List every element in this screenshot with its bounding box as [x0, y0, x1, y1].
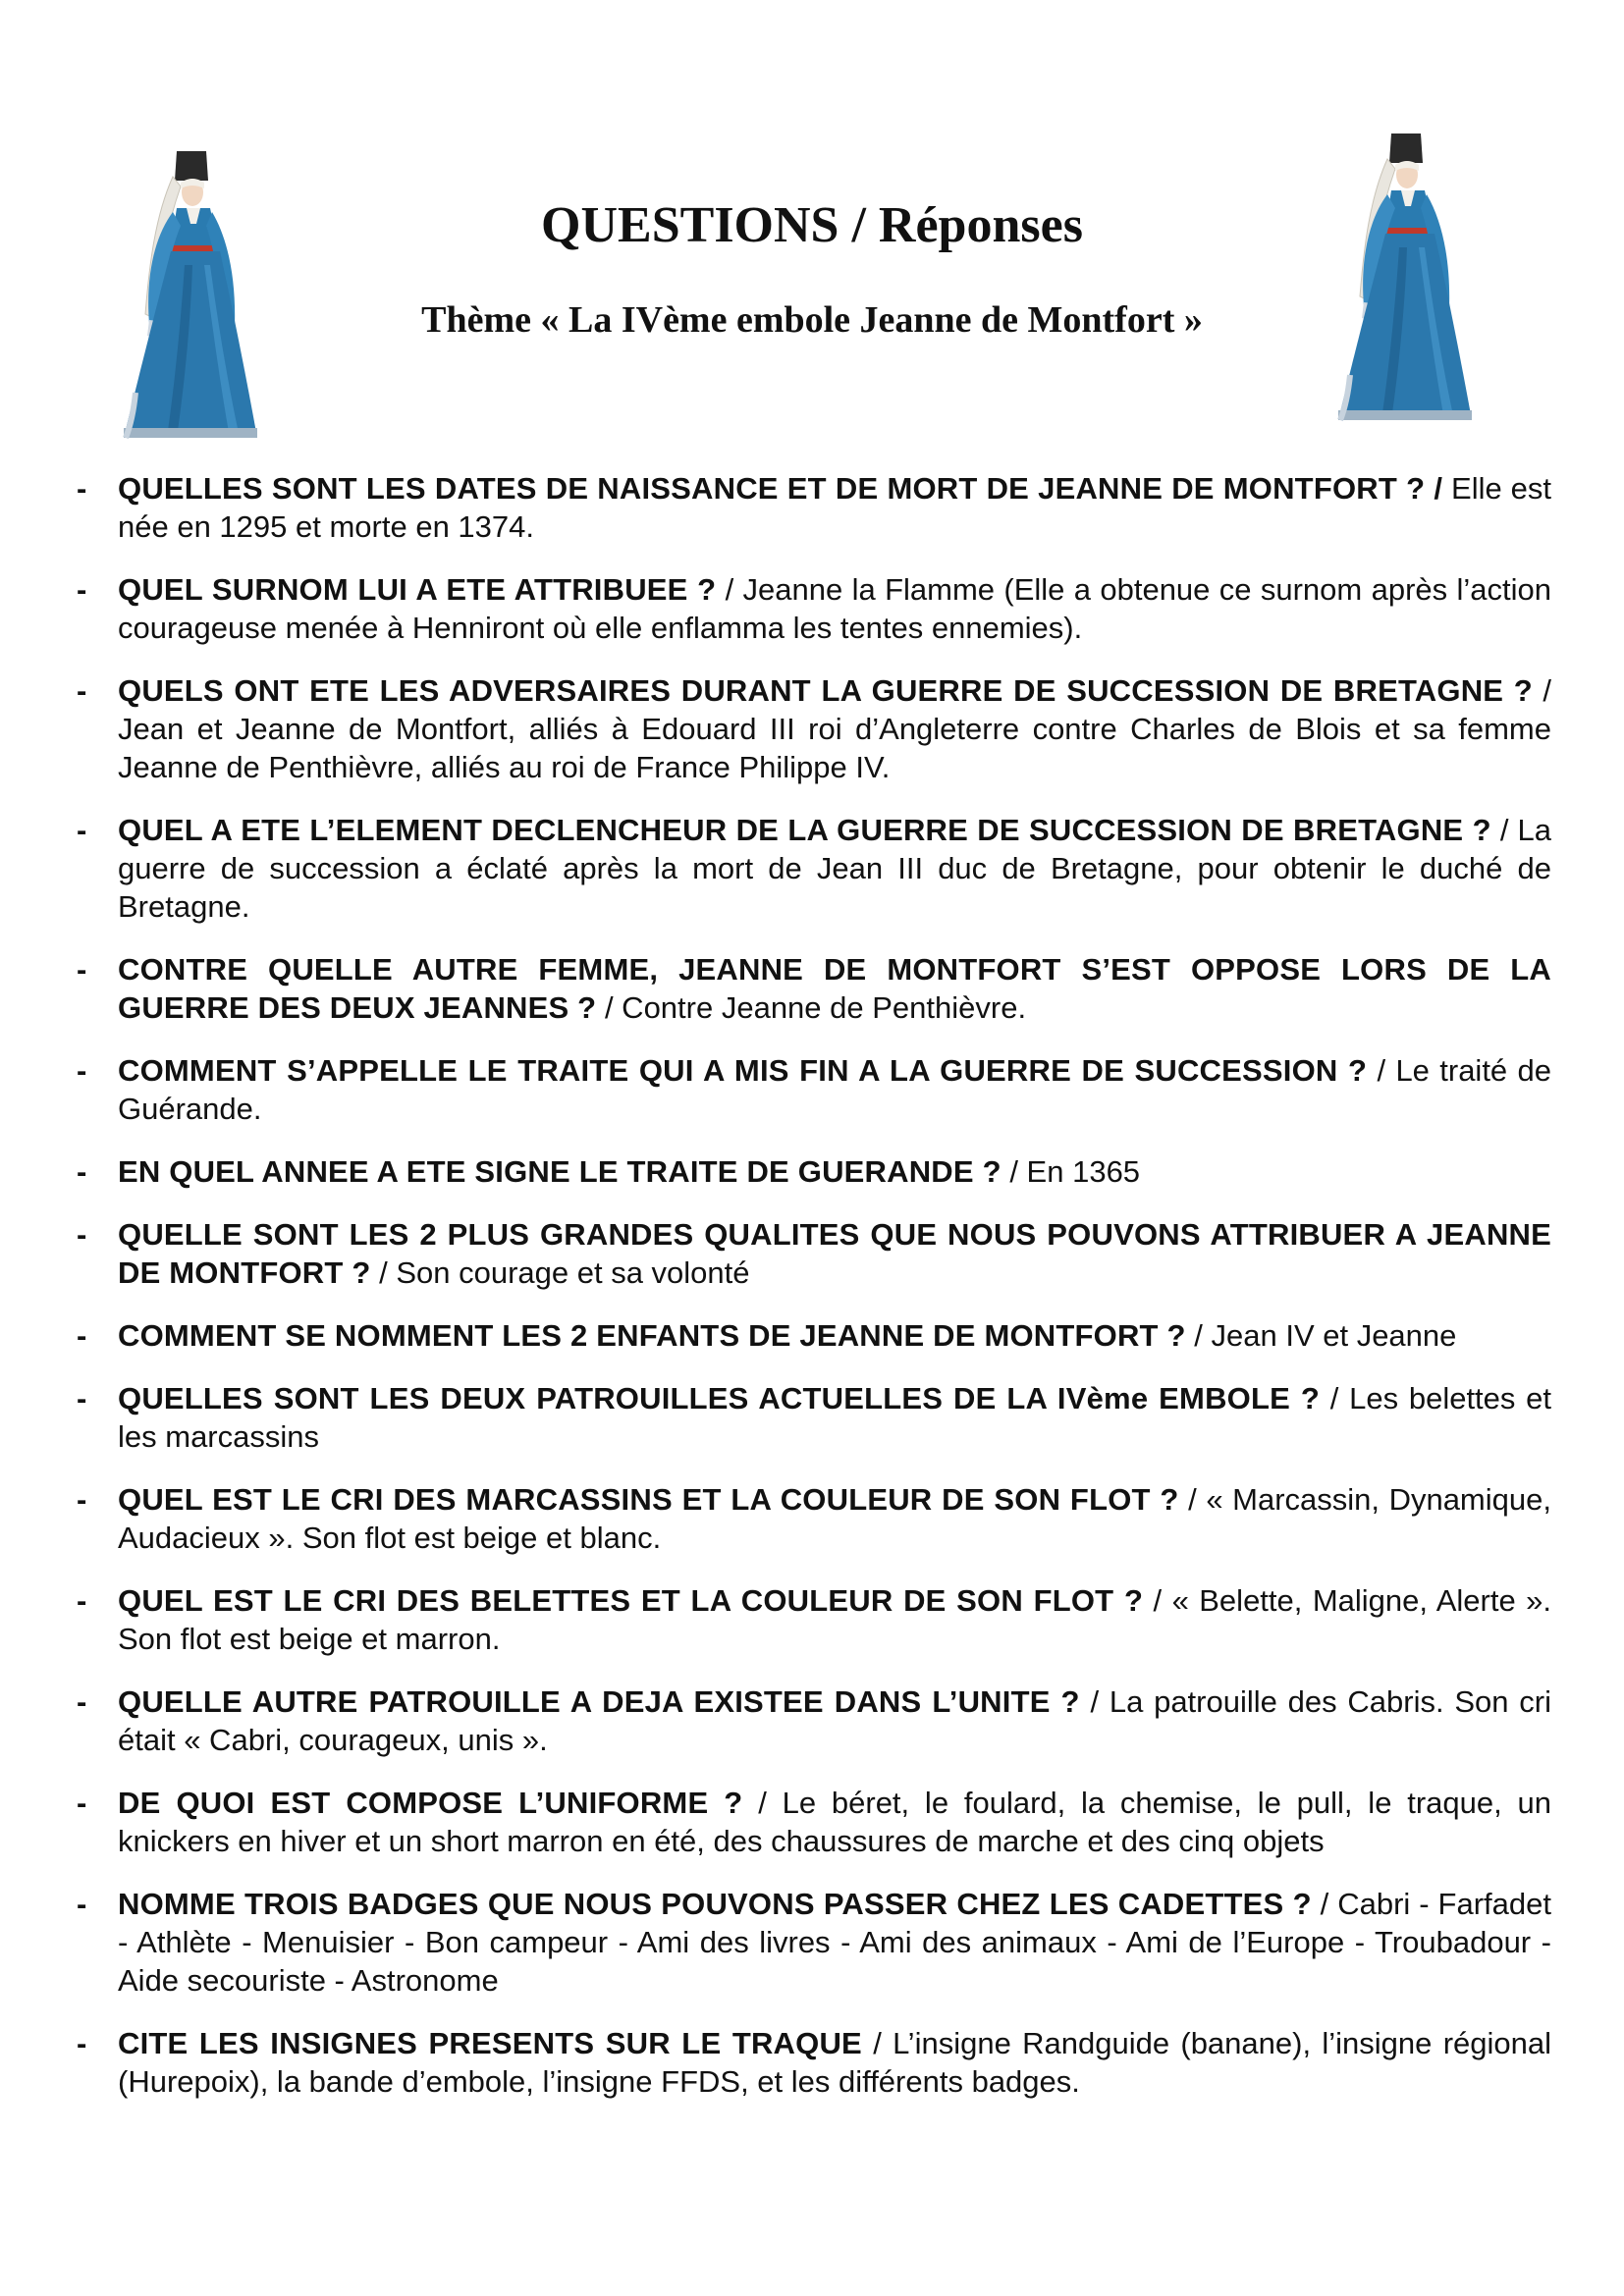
question-text: NOMME TROIS BADGES QUE NOUS POUVONS PASSER CHEZ LES CADETTES ? [118, 1887, 1312, 1921]
list-item [77, 1682, 1551, 1759]
question-text: COMMENT SE NOMMENT LES 2 ENFANTS DE JEANNE DE MONTFORT ? [118, 1318, 1186, 1353]
medieval-lady-illustration-icon [116, 147, 263, 442]
list-item [77, 671, 1551, 786]
question-text: EN QUEL ANNEE A ETE SIGNE LE TRAITE DE GUERANDE ? [118, 1154, 1001, 1189]
bullet-dash: - [77, 813, 87, 847]
question-text: QUELLES SONT LES DEUX PATROUILLES ACTUELLES DE LA IVème EMBOLE ? [118, 1381, 1321, 1415]
bullet-dash: - [77, 572, 87, 607]
question-text: QUELLE AUTRE PATROUILLE A DEJA EXISTEE DANS L’UNITE ? [118, 1684, 1080, 1719]
list-item [77, 1051, 1551, 1128]
list-item [77, 1215, 1551, 1292]
question-text: QUEL EST LE CRI DES BELETTES ET LA COULEUR DE SON FLOT ? [118, 1583, 1144, 1618]
list-item [77, 811, 1551, 926]
bullet-dash: - [77, 1381, 87, 1415]
question-text: CONTRE QUELLE AUTRE FEMME, JEANNE DE MONTFORT S’EST OPPOSE LORS DE LA GUERRE DES DEUX JEANNES ? [118, 952, 1551, 1025]
question-answer-list [77, 469, 1551, 2125]
list-item [77, 1480, 1551, 1557]
answer-text: / La patrouille des Cabris. Son cri était « Cabri, courageux, unis ». [118, 1684, 1551, 1757]
list-item [77, 1316, 1551, 1355]
list-item [77, 950, 1551, 1027]
medieval-lady-illustration-icon [1330, 130, 1478, 424]
bullet-dash: - [77, 2026, 87, 2060]
answer-text: / Le béret, le foulard, la chemise, le pull, le traque, un knickers en hiver et un short marron en été, des chaussures de marche et des cinq objets [118, 1786, 1551, 1858]
answer-text: / « Belette, Maligne, Alerte ». Son flot est beige et marron. [118, 1583, 1551, 1656]
bullet-dash: - [77, 1887, 87, 1921]
answer-text: / Les belettes et les marcassins [118, 1381, 1551, 1454]
list-item [77, 469, 1551, 546]
list-item [77, 1885, 1551, 2000]
question-text: COMMENT S’APPELLE LE TRAITE QUI A MIS FIN A LA GUERRE DE SUCCESSION ? [118, 1053, 1368, 1088]
list-item [77, 1581, 1551, 1658]
answer-text: / Jean IV et Jeanne [1194, 1318, 1457, 1353]
question-text: DE QUOI EST COMPOSE L’UNIFORME ? [118, 1786, 743, 1820]
bullet-dash: - [77, 1583, 87, 1618]
answer-text: / Jean et Jeanne de Montfort, alliés à Edouard III roi d’Angleterre contre Charles de Blois et sa femme Jeanne de Penthièvre, alliés au roi de France Philippe IV. [118, 673, 1551, 784]
bullet-dash: - [77, 1154, 87, 1189]
answer-text: / Le traité de Guérande. [118, 1053, 1551, 1126]
bullet-dash: - [77, 1786, 87, 1820]
bullet-dash: - [77, 1053, 87, 1088]
answer-text: / Contre Jeanne de Penthièvre. [604, 990, 1027, 1025]
answer-text: / Son courage et sa volonté [379, 1255, 750, 1290]
bullet-dash: - [77, 471, 87, 506]
list-item [77, 1379, 1551, 1456]
page-subtitle: Thème « La IVème embole Jeanne de Montfort » [421, 299, 1203, 341]
answer-text: Elle est née en 1295 et morte en 1374. [118, 471, 1551, 544]
list-item [77, 570, 1551, 647]
list-item [77, 1784, 1551, 1860]
answer-text: / Jeanne la Flamme (Elle a obtenue ce surnom après l’action courageuse menée à Henniront où elle enflamma les tentes ennemies). [118, 572, 1551, 645]
question-text: QUEL SURNOM LUI A ETE ATTRIBUEE ? [118, 572, 717, 607]
question-text: CITE LES INSIGNES PRESENTS SUR LE TRAQUE [118, 2026, 862, 2060]
bullet-dash: - [77, 1217, 87, 1252]
list-item [77, 1152, 1551, 1191]
question-text: QUEL A ETE L’ELEMENT DECLENCHEUR DE LA GUERRE DE SUCCESSION DE BRETAGNE ? [118, 813, 1491, 847]
answer-text: / « Marcassin, Dynamique, Audacieux ». Son flot est beige et blanc. [118, 1482, 1551, 1555]
bullet-dash: - [77, 1684, 87, 1719]
answer-text: / En 1365 [1009, 1154, 1141, 1189]
page-title: QUESTIONS / Réponses [541, 197, 1083, 253]
question-text: QUELLES SONT LES DATES DE NAISSANCE ET DE MORT DE JEANNE DE MONTFORT ? / [118, 471, 1443, 506]
answer-text: / La guerre de succession a éclaté après la mort de Jean III duc de Bretagne, pour obtenir le duché de Bretagne. [118, 813, 1551, 924]
question-text: QUELS ONT ETE LES ADVERSAIRES DURANT LA GUERRE DE SUCCESSION DE BRETAGNE ? [118, 673, 1533, 708]
list-item [77, 2024, 1551, 2101]
answer-text: / L’insigne Randguide (banane), l’insigne régional (Hurepoix), la bande d’embole, l’insigne FFDS, et les différents badges. [118, 2026, 1551, 2099]
answer-text: / Cabri - Farfadet - Athlète - Menuisier - Bon campeur - Ami des livres - Ami des animaux - Ami de l’Europe - Troubadour - Aide secouriste - Astronome [118, 1887, 1551, 1998]
bullet-dash: - [77, 1318, 87, 1353]
bullet-dash: - [77, 952, 87, 987]
bullet-dash: - [77, 673, 87, 708]
document-header [0, 0, 1624, 461]
question-text: QUEL EST LE CRI DES MARCASSINS ET LA COULEUR DE SON FLOT ? [118, 1482, 1179, 1517]
question-text: QUELLE SONT LES 2 PLUS GRANDES QUALITES QUE NOUS POUVONS ATTRIBUER A JEANNE DE MONTFORT ? [118, 1217, 1551, 1290]
bullet-dash: - [77, 1482, 87, 1517]
